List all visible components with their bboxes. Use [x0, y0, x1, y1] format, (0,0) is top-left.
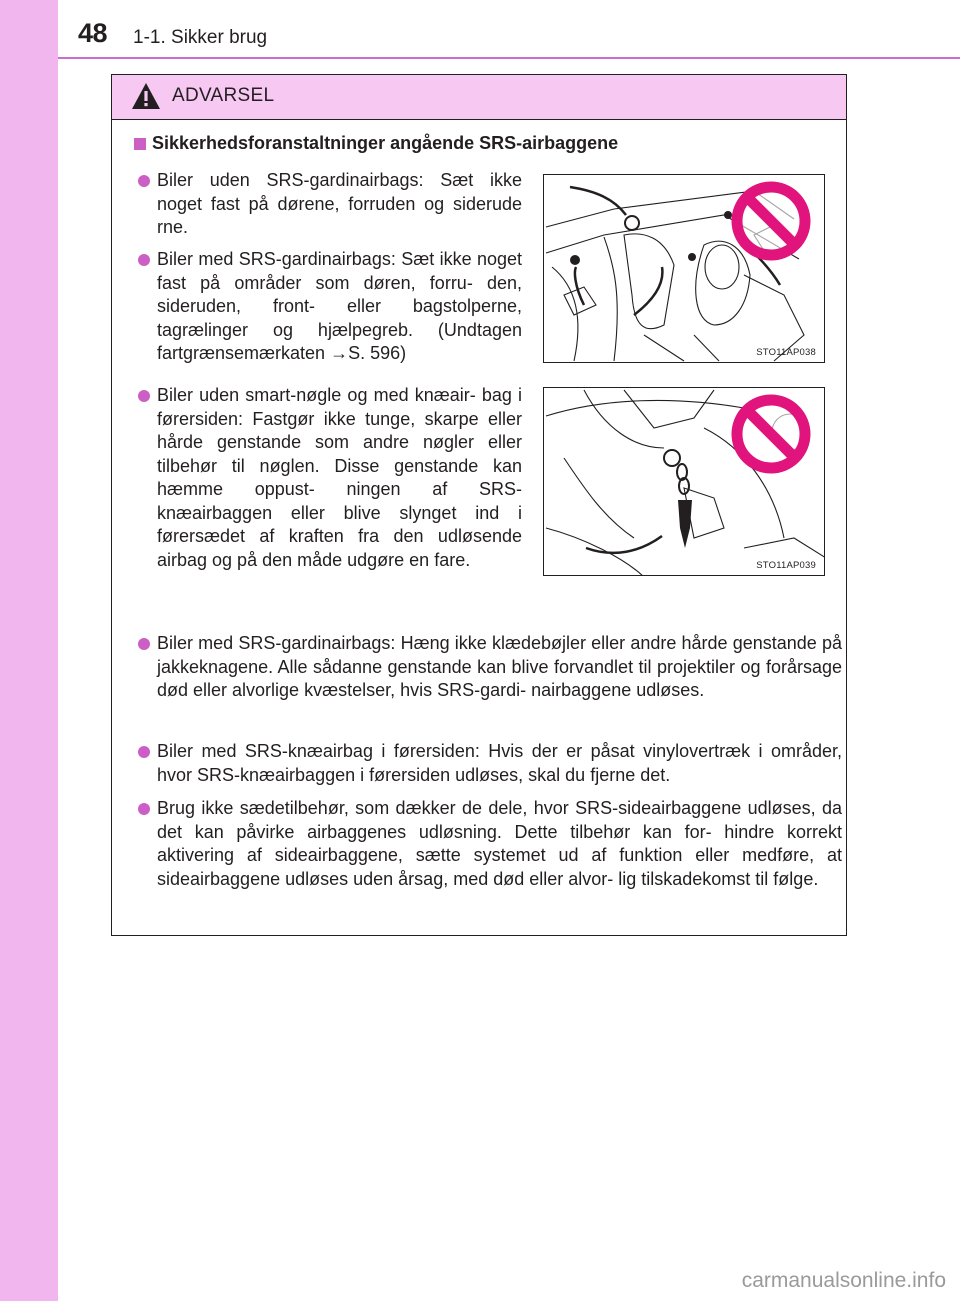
bullet-icon	[138, 638, 150, 650]
list-item: Brug ikke sædetilbehør, som dækker de dele, hvor SRS-sideairbaggene udløses, da det kan påvirke airbaggenes udløsning. Dette tilbehør kan for- hindre korrekt aktivering af sideairbaggene, sætte systemet ud af funktion eller medføre, at sideairbaggene udløses uden årsag, med død eller alvor- lig tilskadekomst til følge.	[134, 797, 842, 891]
list-item: Biler uden SRS-gardinairbags: Sæt ikke noget fast på dørene, forruden og siderude rne.	[134, 169, 522, 240]
warning-triangle-icon	[131, 82, 161, 110]
list-item: Biler med SRS-gardinairbags: Sæt ikke noget fast på områder som døren, forru- den, sideruden, front- eller bagstolperne, tagrælinger og hjælpegreb. (Undtagen fartgrænsemærkaten →S. 596)	[134, 248, 522, 366]
car-interior-illustration	[544, 175, 825, 363]
list-item: Biler uden smart-nøgle og med knæair- bag i førersiden: Fastgør ikke tunge, skarpe eller hårde genstande som andre nøgler eller tilbehør til nøglen. Disse genstande kan hæmme oppust- ningen af SRS-knæairbaggen eller blive slynget ind i førersædet af kraften fra den udløsende airbag og på den måde udgøre en fare.	[134, 384, 522, 572]
square-bullet-icon	[134, 138, 146, 150]
figure-code: STO11AP038	[756, 347, 816, 358]
chapter-title: 1-1. Sikker brug	[133, 27, 268, 48]
figure-curtain-airbag	[543, 174, 825, 363]
ignition-key-illustration	[544, 388, 825, 576]
warning-title: ADVARSEL	[172, 85, 275, 106]
figure-code: STO11AP039	[756, 560, 816, 571]
watermark: carmanualsonline.info	[741, 1269, 946, 1292]
bullet-icon	[138, 746, 150, 758]
figure-knee-airbag	[543, 387, 825, 576]
bullet-icon	[138, 390, 150, 402]
section-heading-text: Sikkerhedsforanstaltninger angående SRS-airbaggene	[152, 133, 619, 153]
list-item: Biler med SRS-gardinairbags: Hæng ikke klædebøjler eller andre hårde genstande på jakkeknagene. Alle sådanne genstande kan blive forvandlet til projektiler og forårsage død eller alvorlige kvæstelser, hvis SRS-gardi- nairbaggene udløses.	[134, 632, 842, 703]
bullet-icon	[138, 175, 150, 187]
warning-header	[112, 75, 846, 120]
section-heading	[134, 133, 618, 154]
page-number: 48	[78, 18, 108, 48]
side-color-strip	[0, 0, 58, 1301]
bullet-icon	[138, 803, 150, 815]
bullet-icon	[138, 254, 150, 266]
warning-box	[111, 74, 847, 936]
list-item: Biler med SRS-knæairbag i førersiden: Hvis der er påsat vinylovertræk i områder, hvor SRS-knæairbaggen i førersiden udløses, skal du fjerne det.	[134, 740, 842, 787]
header-divider	[58, 57, 960, 59]
